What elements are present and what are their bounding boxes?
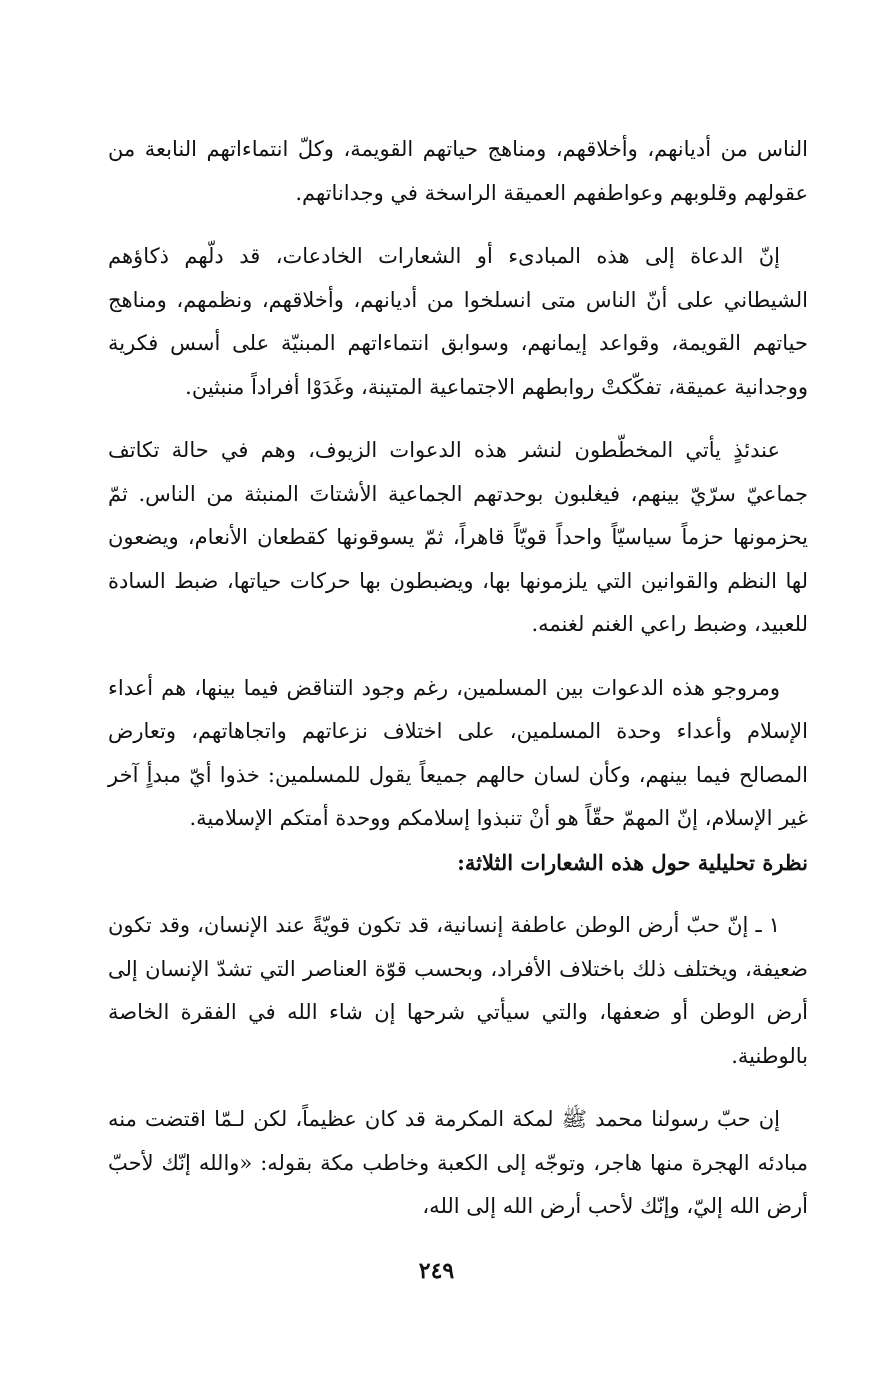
page-body (108, 128, 808, 1229)
paragraph-3: عندئذٍ يأتي المخطّطون لنشر هذه الدعوات الزيوف، وهم في حالة تكاتف جماعيّ سرّيّ بينهم، فيغلبون بوحدتهم الجماعية الأشتاتَ المنبثة من الناس. ثمّ يحزمونها حزماً سياسيّاً واحداً قويّاً قاهراً، ثمّ يسوقونها كقطعان الأنعام، ويضعون لها النظم والقوانين التي يلزمونها بها، ويضبطون بها حركات حياتها، ضبط السادة للعبيد، وضبط راعي الغنم لغنمه. (108, 438, 808, 636)
paragraph-6: إن حبّ رسولنا محمد ﷺ لمكة المكرمة قد كان عظيماً، لكن لـمّا اقتضت منه مبادئه الهجرة منها هاجر، وتوجّه إلى الكعبة وخاطب مكة بقوله: «والله إنّك لأحبّ أرض الله إليّ، وإنّك لأحب أرض الله إلى الله، (108, 1107, 808, 1218)
paragraph-4: ومروجو هذه الدعوات بين المسلمين، رغم وجود التناقض فيما بينها، هم أعداء الإسلام وأعداء وحدة المسلمين، على اختلاف نزعاتهم واتجاهاتهم، وتعارض المصالح فيما بينهم، وكأن لسان حالهم جميعاً يقول للمسلمين: خذوا أيّ مبدأٍ آخر غير الإسلام، إنّ المهمّ حقّاً هو أنْ تنبذوا إسلامكم ووحدة أمتكم الإسلامية. (108, 675, 808, 830)
paragraph-2: إنّ الدعاة إلى هذه المبادىء أو الشعارات الخادعات، قد دلّهم ذكاؤهم الشيطاني على أنّ الناس متى انسلخوا من أديانهم، وأخلاقهم، ونظمهم، ومناهج حياتهم القويمة، وقواعد إيمانهم، وسوابق انتماءاتهم المبنيّة على أسس فكرية ووجدانية عميقة، تفكّكتْ روابطهم الاجتماعية المتينة، وغَدَوْا أفراداً منبثين. (108, 244, 808, 399)
section-heading: نظرة تحليلية حول هذه الشعارات الثلاثة: (457, 849, 808, 875)
paragraph-1: الناس من أديانهم، وأخلاقهم، ومناهج حياتهم القويمة، وكلّ انتماءاتهم النابعة من عقولهم وقلوبهم وعواطفهم العميقة الراسخة في وجداناتهم. (108, 137, 808, 205)
paragraph-5: ١ ـ إنّ حبّ أرض الوطن عاطفة إنسانية، قد تكون قويّةً عند الإنسان، وقد تكون ضعيفة، ويختلف ذلك باختلاف الأفراد، وبحسب قوّة العناصر التي تشدّ الإنسان إلى أرض الوطن أو ضعفها، والتي سيأتي شرحها إن شاء الله في الفقرة الخاصة بالوطنية. (108, 913, 808, 1068)
page-number: ٢٤٩ (418, 1258, 455, 1284)
